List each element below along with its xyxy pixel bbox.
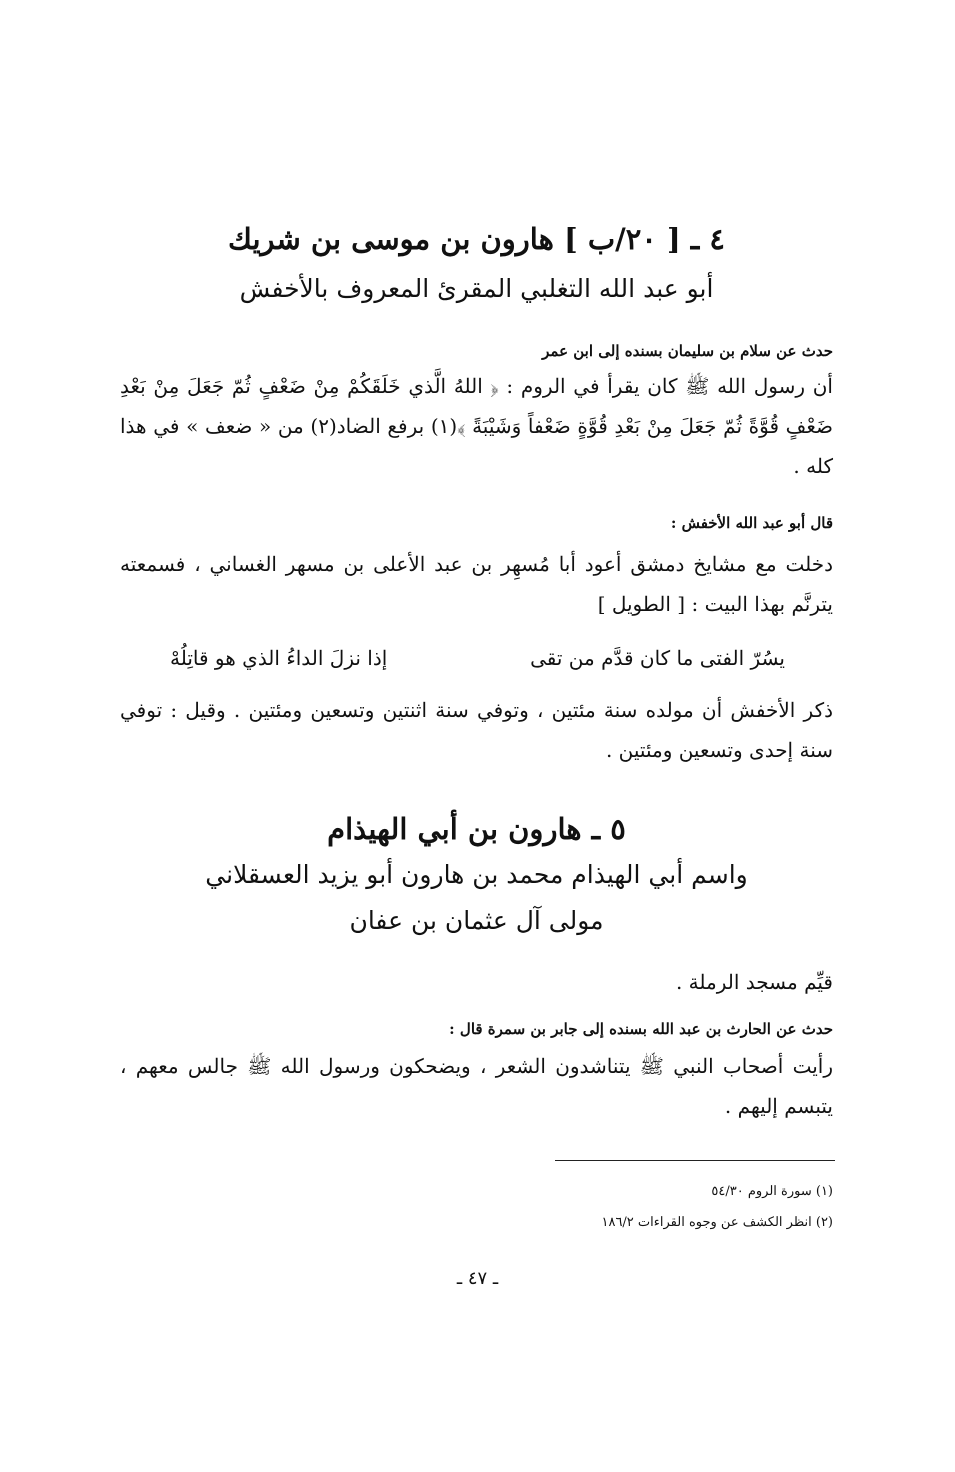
verse-second-hemistich: إذا نزلَ الداءُ الذي هو قاتِلُهْ [170, 646, 388, 670]
poem-verse [170, 646, 785, 670]
footnote-separator [555, 1160, 835, 1161]
entry-5-title: ٥ ـ هارون بن أبي الهيذام [327, 812, 626, 846]
entry-4-paragraph-2: دخلت مع مشايخ دمشق أعود أبا مُسهِر بن عبد الأعلى بن مسهر الغساني ، فسمعته يترنَّم بهذا البيت : [ الطويل ] [120, 552, 833, 616]
entry-4-quote-intro: قال أبو عبد الله الأخفش : [670, 514, 833, 532]
verse-first-hemistich: يسُرّ الفتى ما كان قدَّم من تقى [530, 646, 785, 670]
entry-4-isnad: حدث عن سلام بن سليمان بسنده إلى ابن عمر [542, 342, 833, 360]
footnote-2: (٢) انظر الكشف عن وجوه القراءات ١٨٦/٢ [601, 1215, 833, 1230]
entry-5-subtitle-1: واسم أبي الهيذام محمد بن هارون أبو يزيد العسقلاني [205, 860, 748, 889]
footnote-1: (١) سورة الروم ٥٤/٣٠ [711, 1184, 833, 1199]
page-number: ـ ٤٧ ـ [456, 1268, 499, 1289]
entry-4-paragraph-1: أن رسول الله ﷺ كان يقرأ في الروم : ﴿ اللهُ الَّذي خَلَقَكُمْ مِنْ ضَعْفٍ ثُمّ جَعَلَ مِنْ بَعْدِ ضَعْفٍ قُوَّةً ثُمّ جَعَلَ مِنْ بَعْدِ قُوَّةٍ ضَعْفاً وَشَيْبَةً ﴾(١) برفع الضاد(٢) من « ضعف » في هذا كله . [120, 374, 833, 478]
entry-4-subtitle: أبو عبد الله التغلبي المقرئ المعروف بالأخفش [239, 274, 714, 303]
entry-4-paragraph-3: ذكر الأخفش أن مولده سنة مئتين ، وتوفي سنة اثنتين وتسعين ومئتين . وقيل : توفي سنة إحدى وتسعين ومئتين . [120, 698, 833, 762]
entry-5-isnad: حدث عن الحارث بن عبد الله بسنده إلى جابر بن سمرة قال : [449, 1020, 833, 1038]
entry-5-subtitle-2: مولى آل عثمان بن عفان [349, 906, 604, 935]
entry-4-title: ٤ ـ [ ٢٠/ب ] هارون بن موسى بن شريك [228, 222, 725, 256]
entry-5-line-1: قيِّم مسجد الرملة . [675, 970, 833, 994]
entry-5-paragraph: رأيت أصحاب النبي ﷺ يتناشدون الشعر ، ويضحكون ورسول الله ﷺ جالس معهم ، يتبسم إليهم . [120, 1054, 833, 1118]
